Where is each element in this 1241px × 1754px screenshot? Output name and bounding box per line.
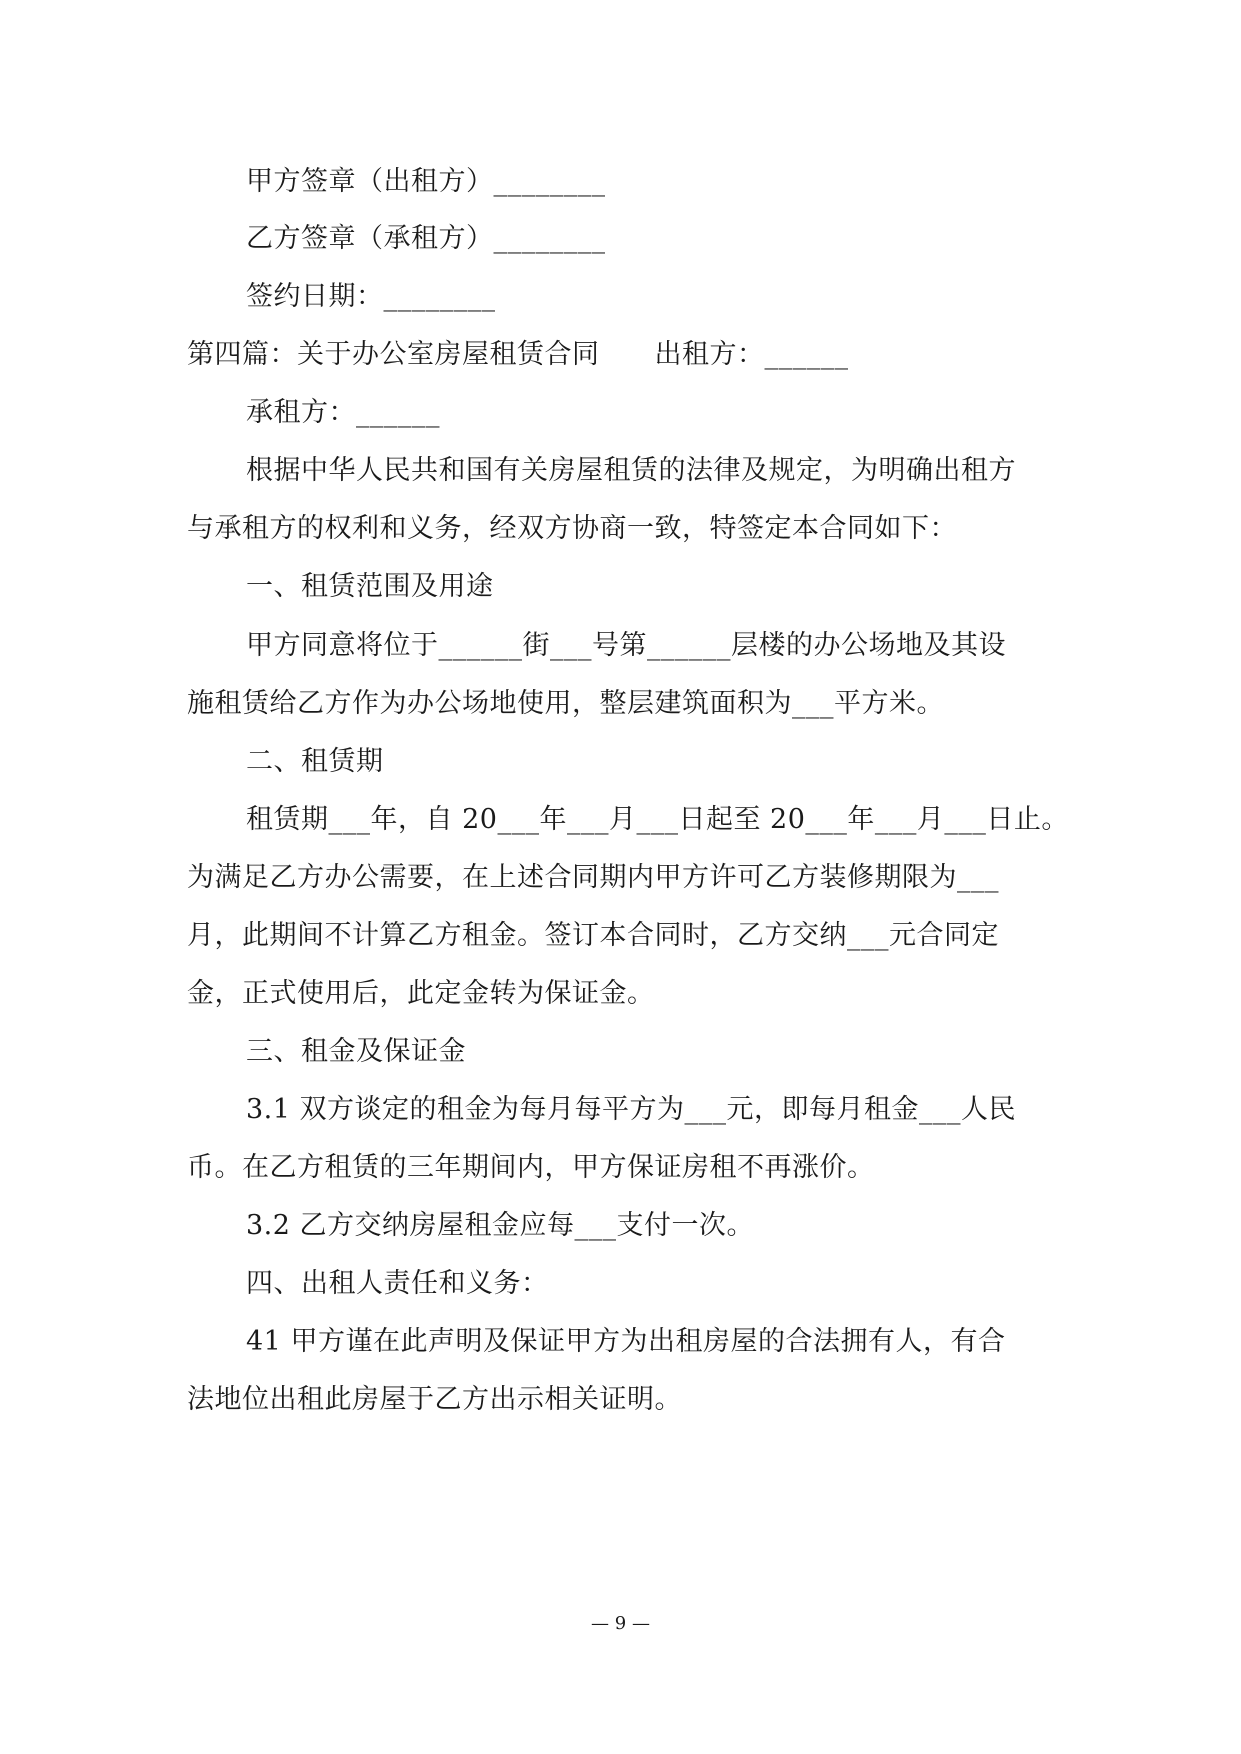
- term-line-2: 为满足乙方办公需要，在上述合同期内甲方许可乙方装修期限为___: [187, 862, 999, 893]
- heading-scope: 一、租赁范围及用途: [246, 571, 494, 602]
- signing-date-line: 签约日期：________: [246, 281, 496, 312]
- term-line-1: 租赁期___年，自 20___年___月___日起至 20___年___月___日止。: [246, 804, 1069, 835]
- scope-line-1: 甲方同意将位于______街___号第______层楼的办公场地及其设: [246, 630, 1006, 661]
- heading-landlord-duties: 四、出租人责任和义务：: [246, 1268, 549, 1299]
- duties-line-1: 41 甲方谨在此声明及保证甲方为出租房屋的合法拥有人，有合: [246, 1326, 1006, 1357]
- heading-rent: 三、租金及保证金: [246, 1036, 466, 1067]
- landlord-signature-line: 甲方签章（出租方）________: [246, 166, 606, 197]
- preamble-line-1: 根据中华人民共和国有关房屋租赁的法律及规定，为明确出租方: [246, 455, 1016, 486]
- heading-term: 二、租赁期: [246, 746, 384, 777]
- duties-line-2: 法地位出租此房屋于乙方出示相关证明。: [187, 1384, 682, 1415]
- term-line-4: 金，正式使用后，此定金转为保证金。: [187, 978, 655, 1009]
- rent-line-2: 币。在乙方租赁的三年期间内，甲方保证房租不再涨价。: [187, 1152, 875, 1183]
- tenant-signature-line: 乙方签章（承租方）________: [246, 223, 606, 254]
- term-line-3: 月，此期间不计算乙方租金。签订本合同时，乙方交纳___元合同定: [187, 920, 999, 951]
- preamble-line-2: 与承租方的权利和义务，经双方协商一致，特签定本合同如下：: [187, 513, 957, 544]
- section-title-line: 第四篇：关于办公室房屋租赁合同 出租方：______: [187, 339, 849, 370]
- scope-line-2: 施租赁给乙方作为办公场地使用，整层建筑面积为___平方米。: [187, 688, 944, 719]
- tenant-line: 承租方：______: [246, 397, 440, 428]
- page-number: — 9 —: [591, 1613, 650, 1634]
- rent-line-1: 3.1 双方谈定的租金为每月每平方为___元，即每月租金___人民: [246, 1094, 1017, 1125]
- rent-line-3: 3.2 乙方交纳房屋租金应每___支付一次。: [246, 1210, 755, 1241]
